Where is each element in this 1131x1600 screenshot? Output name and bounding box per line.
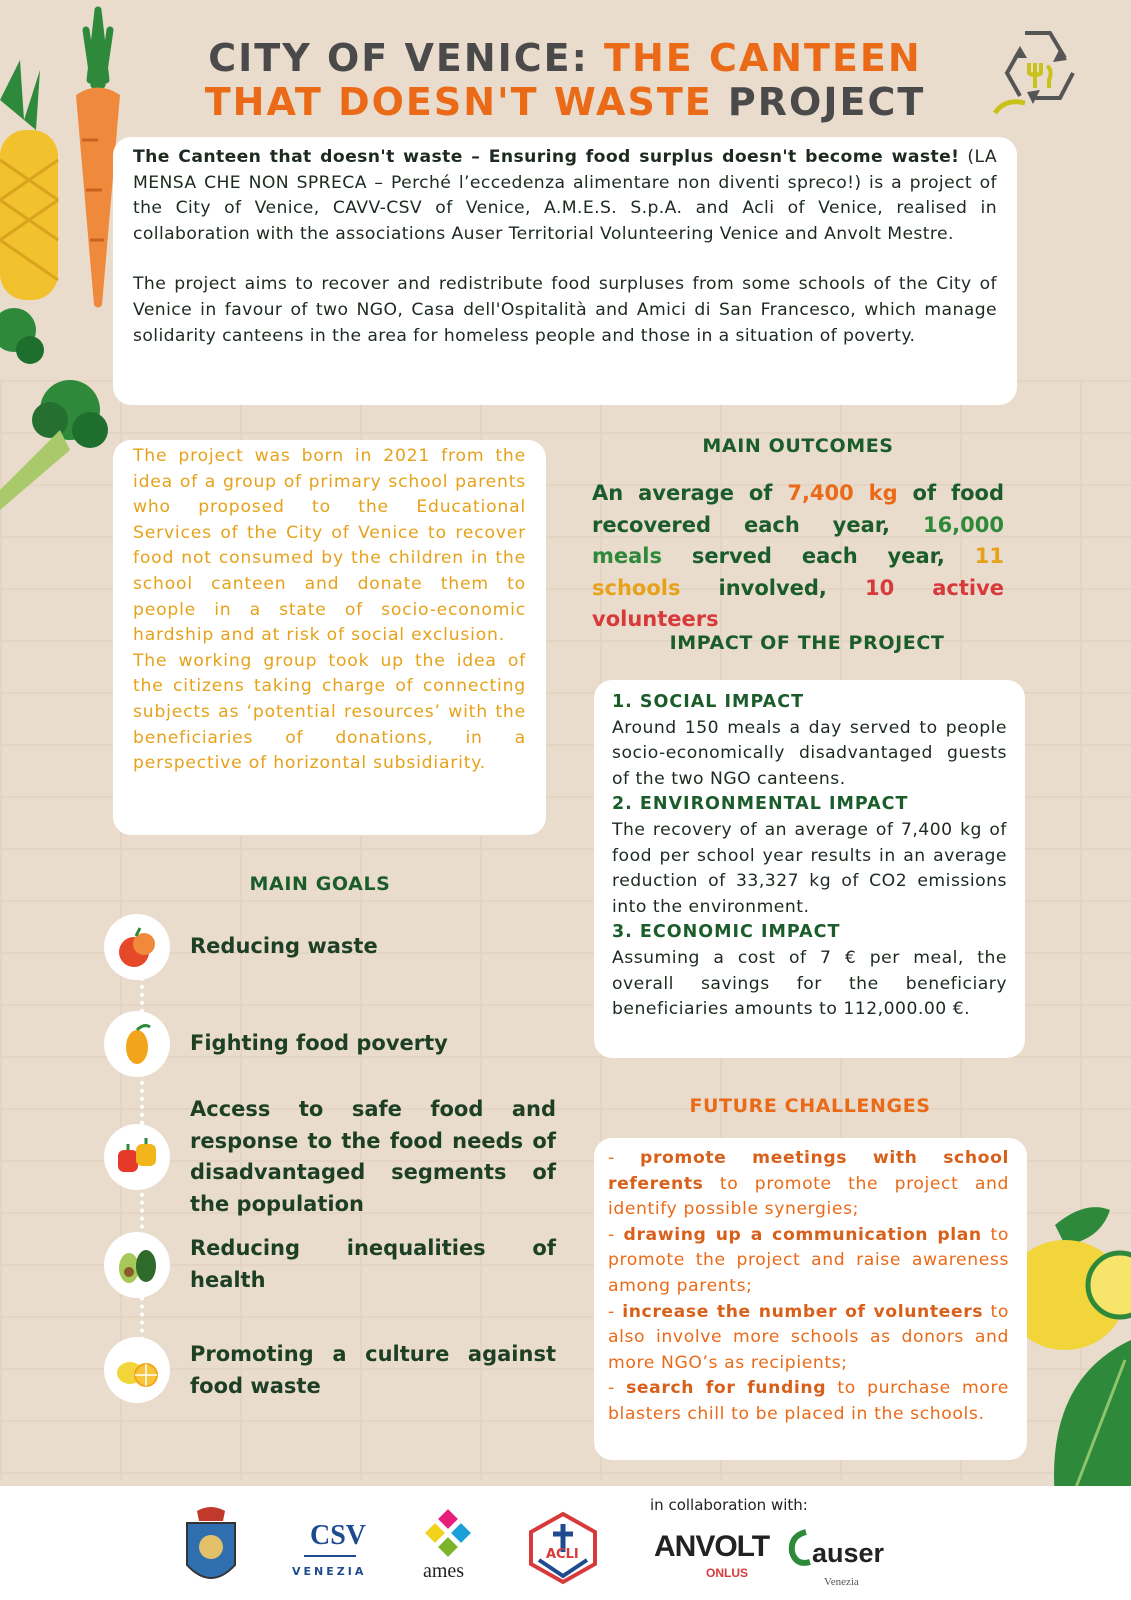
challenge-2-bold: drawing up a communication plan [623, 1224, 982, 1245]
leaf-decoration-icon [1045, 1340, 1131, 1500]
challenge-1-dash: - [608, 1148, 641, 1168]
goal-text-4: Reducing inequalities of health [190, 1236, 556, 1292]
ames-label: ames [423, 1560, 465, 1582]
social-impact-title: 1. SOCIAL IMPACT [612, 692, 805, 712]
csv-venezia-label: VENEZIA [292, 1565, 367, 1578]
auser-sub: Venezia [824, 1576, 859, 1588]
intro-card [113, 137, 1017, 405]
goal-circle-1 [104, 914, 170, 980]
pineapple-icon [0, 60, 60, 320]
origin-paragraph-2: The working group took up the idea of the citizens taking charge of connecting subjects as ‘potential resources’ with the beneficiaries of donations, in a perspective of horizontal subsidiarity. [133, 650, 526, 774]
title-part-3: THAT DOESN'T WASTE [204, 80, 713, 124]
goal-circle-5 [104, 1337, 170, 1403]
svg-text:CSV: CSV [310, 1520, 367, 1551]
goal-text-1: Reducing waste [190, 934, 378, 958]
goal-text-3: Access to safe food and response to the food needs of disadvantaged segments of the population [190, 1097, 556, 1216]
outcomes-e: served each year, [662, 544, 975, 568]
recycle-icon [995, 18, 1095, 118]
outcomes-meals: 16,000 meals [592, 512, 1004, 568]
title-part-1: CITY OF VENICE: [208, 36, 605, 80]
challenge-4-bold: search for funding [626, 1378, 827, 1399]
collaboration-label: in collaboration with: [650, 1496, 808, 1514]
avocado-icon [104, 1232, 170, 1298]
outcomes-kg: 7,400 kg [787, 481, 898, 505]
economic-impact-text: Assuming a cost of 7 € per meal, the overall savings for the beneficiary beneficiaries amounts to 112,000.00 €. [612, 947, 1007, 1020]
ames-logo-icon [424, 1512, 474, 1562]
impact-card [594, 680, 1025, 1058]
goal-circle-3 [104, 1124, 170, 1190]
challenge-2 [608, 1223, 1009, 1300]
auser-logo: auser [812, 1538, 885, 1568]
peppers-icon [104, 1124, 170, 1190]
challenge-3 [608, 1300, 1009, 1377]
origin-card [113, 440, 546, 835]
outcomes-a: An average of [592, 481, 788, 505]
title-part-4: PROJECT [712, 80, 926, 124]
intro-bold: The Canteen that doesn't waste – Ensuring food surplus doesn't become waste! [133, 147, 960, 167]
challenge-4 [608, 1376, 1009, 1427]
csv-venezia-logo [300, 1516, 367, 1562]
environmental-impact-text: The recovery of an average of 7,400 kg of food per school year results in an average reduction of 33,327 kg of CO2 emissions into the environment. [612, 819, 1007, 917]
challenge-4-text: to purchase more blasters chill to be placed in the schools. [608, 1378, 1009, 1424]
outcomes-volunteers: 10 active volunteers [592, 575, 1005, 631]
challenge-1 [608, 1146, 1009, 1223]
anvolt-logo: ANVOLT [654, 1530, 770, 1563]
venice-coat-of-arms-icon [183, 1505, 239, 1589]
economic-impact-title: 3. ECONOMIC IMPACT [612, 922, 841, 943]
intro-text-1: (LA MENSA CHE NON SPRECA – Perché l’eccedenza alimentare non diventi spreco!) is a project of the City of Venice, CAVV-CSV of Venice, A.M.E.S. S.p.A. and Acli of Venice, realised in collaboration with the associations Auser Territorial Volunteering Venice and Anvolt Mestre. [133, 147, 997, 244]
challenge-3-dash: - [608, 1301, 623, 1322]
challenge-1-text: to promote the project and identify possible synergies; [608, 1173, 1009, 1220]
title-part-2: THE CANTEEN [604, 36, 922, 80]
acli-label: ACLI [546, 1547, 579, 1562]
outcomes-c: of food recovered each year, [592, 481, 1004, 537]
goal-text-2: Fighting food poverty [190, 1031, 448, 1055]
challenges-card [594, 1138, 1027, 1460]
intro-paragraph-2: The project aims to recover and redistribute food surpluses from some schools of the City of Venice in favour of two NGO, Casa dell'Ospitalità and Amici di San Francesco, which manage solidarity canteens in the area for homeless people and those in a situation of poverty. [133, 274, 997, 346]
mango-icon [104, 1011, 170, 1077]
impact-heading: IMPACT OF THE PROJECT [669, 632, 945, 654]
outcomes-g: involved, [680, 575, 865, 600]
challenge-4-dash: - [608, 1378, 627, 1399]
lemon-icon [104, 1337, 170, 1403]
goal-circle-2 [104, 1011, 170, 1077]
outcomes-heading: MAIN OUTCOMES [702, 435, 894, 457]
goal-text-5: Promoting a culture against food waste [190, 1342, 556, 1398]
outcomes-schools: 11 schools [592, 544, 1004, 600]
apple-icon [104, 914, 170, 980]
goal-circle-4 [104, 1232, 170, 1298]
origin-paragraph-1: The project was born in 2021 from the idea of a group of primary school parents who proposed to the Educational Services of the City of Venice to recover food not consumed by the children in the school canteen and donate them to people in a state of socio-economic hardship and at risk of social exclusion. [133, 446, 526, 646]
environmental-impact-title: 2. ENVIRONMENTAL IMPACT [612, 794, 909, 815]
social-impact-text: Around 150 meals a day served to people socio-economically disadvantaged guests of the two NGO canteens. [612, 717, 1007, 789]
challenge-1-bold: promote meetings with school referents [608, 1148, 1009, 1194]
intro-paragraph-1 [133, 145, 997, 247]
challenge-2-text: to promote the project and raise awareness among parents; [608, 1224, 1009, 1296]
challenges-heading: FUTURE CHALLENGES [689, 1095, 931, 1117]
challenge-3-text: to also involve more schools as donors and more NGO’s as recipients; [608, 1301, 1009, 1373]
challenge-3-bold: increase the number of volunteers [622, 1301, 984, 1322]
broccoli-icon [0, 300, 110, 510]
goals-heading: MAIN GOALS [249, 873, 391, 895]
outcomes-text [592, 478, 1004, 636]
page-title [150, 36, 980, 124]
anvolt-sub: ONLUS [706, 1566, 748, 1580]
challenge-2-dash: - [608, 1224, 624, 1245]
